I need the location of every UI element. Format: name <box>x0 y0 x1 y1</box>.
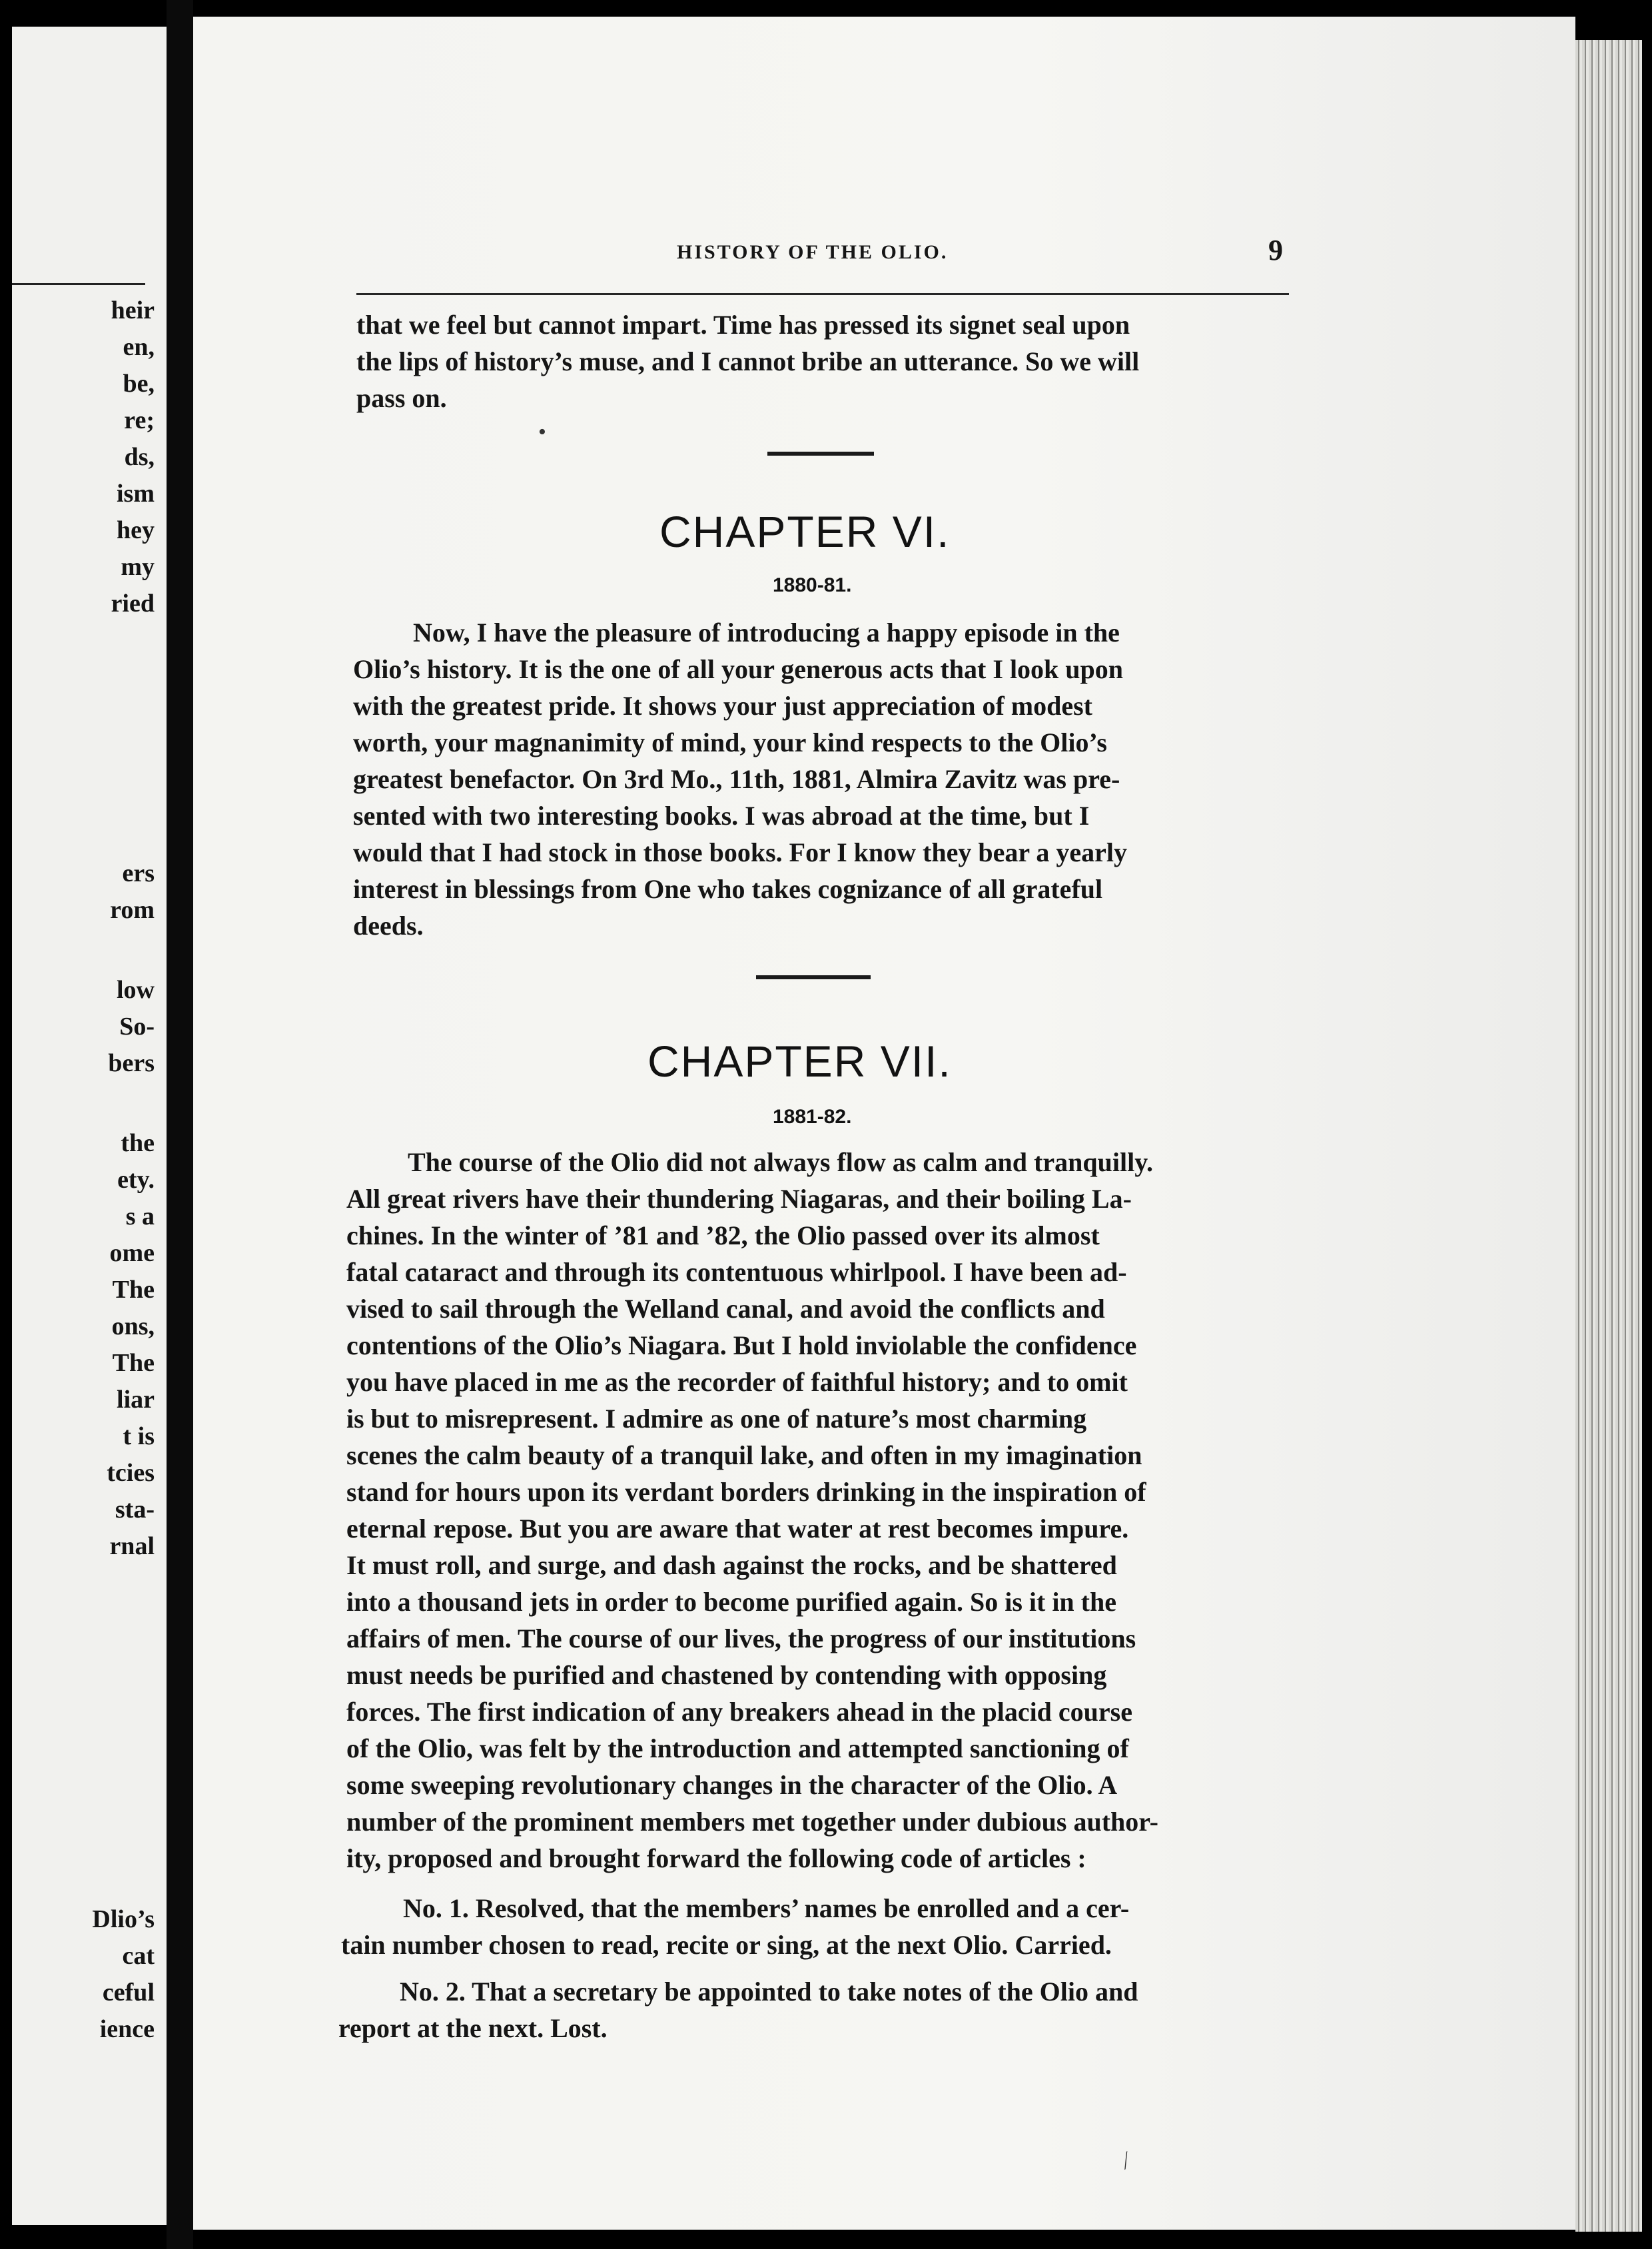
article-line: tain number chosen to read, recite or sing, at the next Olio. Carried. <box>341 1930 1112 1960</box>
text-line: ity, proposed and brought forward the following code of articles : <box>346 1843 1086 1873</box>
ink-speck: • <box>538 420 546 444</box>
text-line: chines. In the winter of ’81 and ’82, the Olio passed over its almost <box>346 1220 1100 1250</box>
left-fragment: cat <box>122 1942 155 1970</box>
text-line: greatest benefactor. On 3rd Mo., 11th, 1881, Almira Zavitz was pre- <box>353 764 1120 794</box>
left-fragment: rom <box>110 896 155 924</box>
running-head: HISTORY OF THE OLIO. <box>677 241 949 263</box>
text-line: the lips of history’s muse, and I cannot bribe an utterance. So we will <box>356 346 1140 376</box>
left-fragment: sta- <box>115 1496 155 1524</box>
left-fragment: low <box>117 976 155 1004</box>
left-fragment: ons, <box>111 1312 155 1340</box>
text-line: Now, I have the pleasure of introducing a happy episode in the <box>413 618 1120 648</box>
left-fragment: re; <box>124 406 155 434</box>
left-fragment: ism <box>117 480 155 508</box>
section-separator <box>767 452 874 456</box>
section-separator <box>756 975 871 979</box>
left-fragment: ceful <box>102 1979 155 2007</box>
text-line: would that I had stock in those books. For I know they bear a yearly <box>353 837 1128 867</box>
left-fragment: tcies <box>107 1459 155 1487</box>
left-facing-page <box>12 27 167 2225</box>
text-line: is but to misrepresent. I admire as one of nature’s most charming <box>346 1404 1087 1434</box>
left-fragment: bers <box>108 1049 155 1077</box>
left-fragment: hey <box>117 516 155 544</box>
chapter-7-title: CHAPTER VII. <box>647 1037 952 1086</box>
article-line: report at the next. Lost. <box>338 2013 608 2043</box>
left-fragment: my <box>121 553 155 581</box>
text-line: contentions of the Olio’s Niagara. But I hold inviolable the confidence <box>346 1330 1137 1360</box>
book-gutter <box>167 0 193 2249</box>
left-page-rule <box>12 283 145 285</box>
text-line: of the Olio, was felt by the introduction and attempted sanctioning of <box>346 1733 1129 1763</box>
text-line: number of the prominent members met together under dubious author- <box>346 1807 1158 1837</box>
left-fragment: heir <box>111 296 155 324</box>
left-fragment: ome <box>109 1239 155 1267</box>
ink-scratch: ⁄ <box>1118 2149 1134 2173</box>
text-line: vised to sail through the Welland canal, and avoid the conflicts and <box>346 1294 1105 1324</box>
text-line: deeds. <box>353 911 424 941</box>
text-line: forces. The first indication of any breakers ahead in the placid course <box>346 1697 1132 1727</box>
header-rule <box>356 293 1289 295</box>
chapter-6-years: 1880-81. <box>773 574 852 596</box>
text-line: worth, your magnanimity of mind, your kind respects to the Olio’s <box>353 727 1107 757</box>
chapter-6-title: CHAPTER VI. <box>659 507 951 556</box>
chapter-7-years: 1881-82. <box>773 1106 852 1128</box>
text-line: some sweeping revolutionary changes in the character of the Olio. A <box>346 1770 1118 1800</box>
text-line: must needs be purified and chastened by contending with opposing <box>346 1660 1107 1690</box>
text-line: scenes the calm beauty of a tranquil lake, and often in my imagination <box>346 1440 1142 1470</box>
text-line: affairs of men. The course of our lives, the progress of our institutions <box>346 1623 1136 1653</box>
article-line: No. 1. Resolved, that the members’ names be enrolled and a cer- <box>403 1893 1130 1923</box>
text-line: sented with two interesting books. I was abroad at the time, but I <box>353 801 1090 831</box>
text-line: It must roll, and surge, and dash against the rocks, and be shattered <box>346 1550 1117 1580</box>
page-number: 9 <box>1268 234 1283 266</box>
text-line: you have placed in me as the recorder of faithful history; and to omit <box>346 1367 1128 1397</box>
left-fragment: ers <box>122 859 155 887</box>
text-line: interest in blessings from One who takes cognizance of all grateful <box>353 874 1103 904</box>
text-line: Olio’s history. It is the one of all your generous acts that I look upon <box>353 654 1124 684</box>
left-fragment: ience <box>99 2015 155 2043</box>
text-line: eternal repose. But you are aware that water at rest becomes impure. <box>346 1514 1129 1544</box>
left-fragment: ds, <box>124 443 155 471</box>
text-line: that we feel but cannot impart. Time has pressed its signet seal upon <box>356 310 1130 340</box>
left-fragment: ety. <box>117 1166 155 1194</box>
left-fragment: The <box>112 1276 155 1304</box>
left-fragment: ried <box>111 590 155 618</box>
left-fragment: be, <box>123 370 155 398</box>
left-fragment: s a <box>125 1202 155 1230</box>
left-fragment: Dlio’s <box>92 1905 155 1933</box>
left-fragment: the <box>121 1129 155 1157</box>
left-fragment: So- <box>119 1013 155 1041</box>
left-fragment: The <box>112 1349 155 1377</box>
left-fragment: en, <box>123 333 155 361</box>
text-line: with the greatest pride. It shows your just appreciation of modest <box>353 691 1092 721</box>
text-line: stand for hours upon its verdant borders drinking in the inspiration of <box>346 1477 1146 1507</box>
left-fragment: t is <box>123 1422 155 1450</box>
text-line: The course of the Olio did not always flow as calm and tranquilly. <box>408 1147 1153 1177</box>
text-line: All great rivers have their thundering Niagaras, and their boiling La- <box>346 1184 1132 1214</box>
left-fragment: rnal <box>109 1532 155 1560</box>
left-fragment: liar <box>117 1386 155 1414</box>
article-line: No. 2. That a secretary be appointed to take notes of the Olio and <box>400 1977 1138 2007</box>
text-line: fatal cataract and through its contentuous whirlpool. I have been ad- <box>346 1257 1127 1287</box>
text-line: pass on. <box>356 383 447 413</box>
text-line: into a thousand jets in order to become purified again. So is it in the <box>346 1587 1116 1617</box>
page-edges <box>1575 40 1642 2232</box>
